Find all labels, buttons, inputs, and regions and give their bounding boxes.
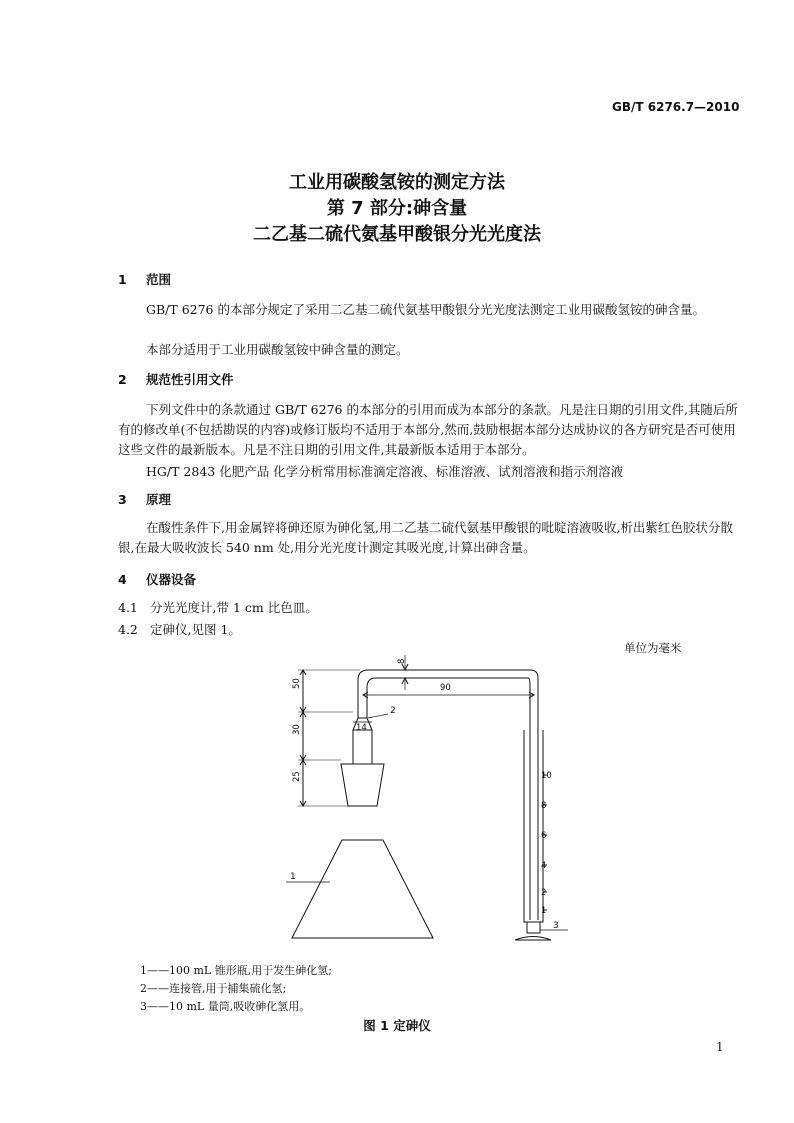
section-1-paragraph-2: 本部分适用于工业用碳酸氢铵中砷含量的测定。 bbox=[146, 342, 409, 357]
scale-mark-8: 8 bbox=[541, 801, 547, 811]
section-number: 3 bbox=[118, 492, 127, 507]
callout-3: 3 bbox=[553, 921, 559, 931]
normative-reference: HG/T 2843 化肥产品 化学分析常用标准滴定溶液、标准溶液、试剂溶液和指示剂溶液 bbox=[146, 464, 624, 479]
callout-1: 1 bbox=[290, 872, 296, 882]
scale-mark-4: 4 bbox=[541, 861, 547, 871]
scale-mark-10: 10 bbox=[541, 771, 552, 781]
section-2-paragraph-1: 下列文件中的条款通过 GB/T 6276 的本部分的引用而成为本部分的条款。凡是注日期的引用文件,其随后所有的修改单(不包括勘误的内容)或修订版均不适用于本部分,然而,鼓励根据本部分达成协议的各方研究是否可使用这些文件的最新版本。凡是不注日期的引用文件,其最新版本适用于本部分。 bbox=[118, 402, 738, 457]
section-3-paragraph-1: 在酸性条件下,用金属锌将砷还原为砷化氢,用二乙基二硫代氨基甲酸银的吡啶溶液吸收,析出紫红色胶状分散银,在最大吸收波长 540 nm 处,用分光光度计测定其吸光度,计算出砷含量。 bbox=[118, 520, 733, 555]
legend-item-1: 1——100 mL 锥形瓶,用于发生砷化氢; bbox=[140, 964, 332, 977]
section-title: 仪器设备 bbox=[146, 572, 197, 587]
section-number: 1 bbox=[118, 272, 127, 287]
legend-item-3: 3——10 mL 量筒,吸收砷化氢用。 bbox=[140, 1000, 311, 1013]
callout-2: 2 bbox=[390, 706, 396, 716]
section-1-paragraph-1: GB/T 6276 的本部分规定了采用二乙基二硫代氨基甲酸银分光光度法测定工业用碳酸氢铵的砷含量。 bbox=[146, 302, 705, 317]
item-text: 分光光度计,带 1 cm 比色皿。 bbox=[150, 600, 318, 615]
flask-stopper bbox=[341, 764, 384, 806]
dim-25: 25 bbox=[292, 771, 302, 782]
section-title: 原理 bbox=[146, 492, 172, 507]
dim-8: 8 bbox=[397, 658, 407, 664]
title-line-2: 第 7 部分:砷含量 bbox=[326, 198, 468, 219]
title-line-1: 工业用碳酸氢铵的测定方法 bbox=[289, 172, 505, 193]
section-number: 2 bbox=[118, 372, 127, 387]
page-number: 1 bbox=[716, 1040, 724, 1054]
callout-2-leader bbox=[368, 714, 388, 718]
section-title: 规范性引用文件 bbox=[146, 372, 234, 387]
item-text: 定砷仪,见图 1。 bbox=[150, 622, 241, 637]
dim-50: 50 bbox=[292, 678, 302, 689]
dim-14: 14 bbox=[356, 723, 367, 733]
section-number: 4 bbox=[118, 572, 127, 587]
legend-item-2: 2——连接管,用于捕集硫化氢; bbox=[140, 982, 287, 995]
figure-caption: 图 1 定砷仪 bbox=[363, 1018, 431, 1033]
section-title: 范围 bbox=[146, 272, 172, 287]
standard-code: GB/T 6276.7—2010 bbox=[612, 100, 740, 114]
dim-30: 30 bbox=[292, 724, 302, 735]
title-line-3: 二乙基二硫代氨基甲酸银分光光度法 bbox=[253, 224, 541, 245]
scale-mark-6: 6 bbox=[541, 831, 547, 841]
item-number: 4.1 bbox=[118, 600, 138, 615]
scale-mark-2: 2 bbox=[541, 888, 547, 898]
conical-flask bbox=[292, 840, 433, 938]
scale-mark-1: 1 bbox=[541, 906, 547, 916]
unit-note: 单位为毫米 bbox=[624, 641, 682, 655]
item-number: 4.2 bbox=[118, 622, 138, 637]
dim-90: 90 bbox=[440, 683, 451, 693]
